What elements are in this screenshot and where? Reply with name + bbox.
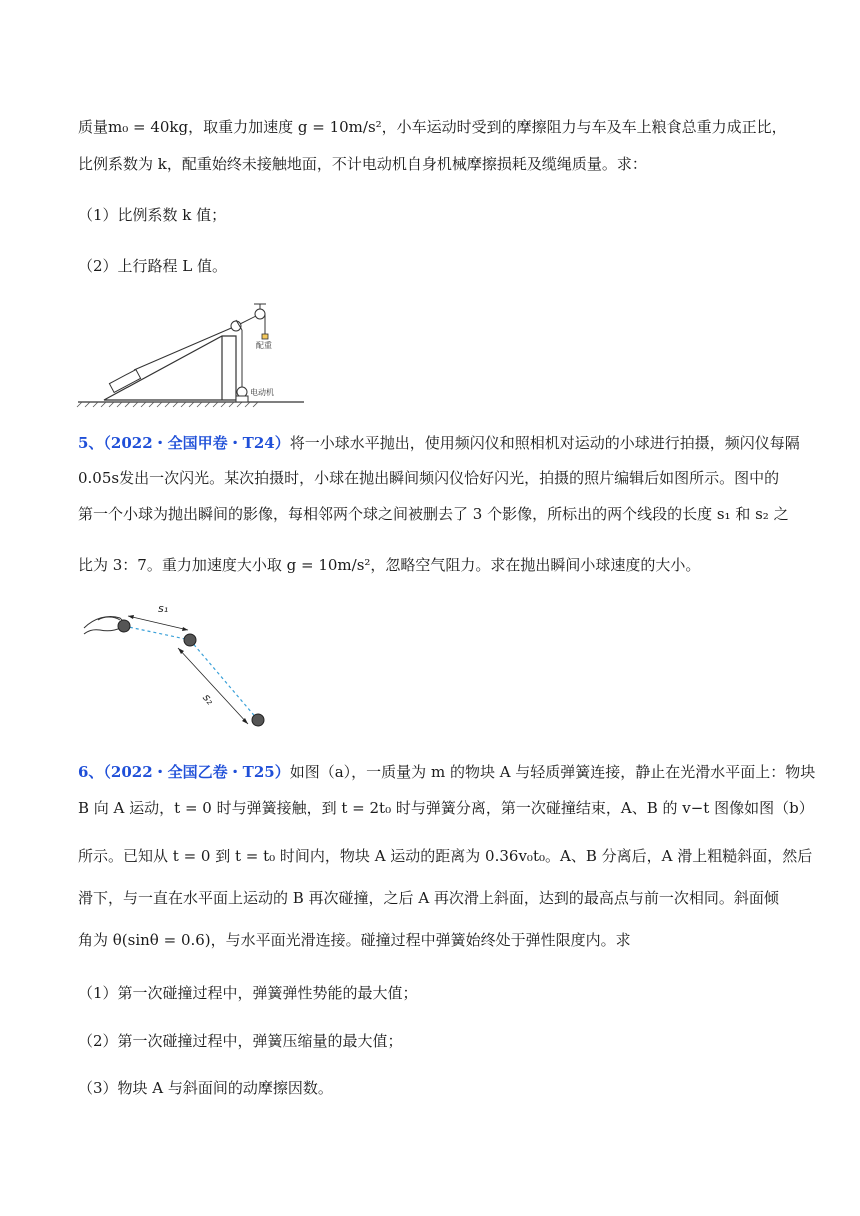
p6-line-1: 6、（2022・全国乙卷・T25）如图（a），一质量为 m 的物块 A 与轻质弹簧连接，静止在光滑水平面上：物块 xyxy=(78,763,816,781)
p6-question-3: （3）物块 A 与斜面间的动摩擦因数。 xyxy=(78,1079,333,1097)
svg-text:s₁: s₁ xyxy=(158,602,169,615)
p6-line-3: 所示。已知从 t = 0 到 t = t₀ 时间内，物块 A 运动的距离为 0.36v₀t₀。A、B 分离后，A 滑上粗糙斜面，然后 xyxy=(78,847,813,865)
ball-1 xyxy=(118,620,130,632)
svg-text:电动机: 电动机 xyxy=(250,388,274,397)
projectile-figure xyxy=(80,598,280,734)
p5-line-4: 比为 3：7。重力加速度大小取 g = 10m/s²，忽略空气阻力。求在抛出瞬间小球速度的大小。 xyxy=(78,556,701,574)
svg-text:配重: 配重 xyxy=(256,341,272,350)
p6-heading: 6、（2022・全国乙卷・T25） xyxy=(78,763,290,781)
p6-question-2: （2）第一次碰撞过程中，弹簧压缩量的最大值； xyxy=(78,1032,403,1050)
p6-line-5: 角为 θ(sinθ = 0.6)，与水平面光滑连接。碰撞过程中弹簧始终处于弹性限度内。求 xyxy=(78,931,631,949)
ball-2 xyxy=(184,634,196,646)
svg-text:s₂: s₂ xyxy=(200,691,217,708)
incline-figure xyxy=(76,296,306,411)
p6-line-4: 滑下，与一直在水平面上运动的 B 再次碰撞，之后 A 再次滑上斜面，达到的最高点与前一次相同。斜面倾 xyxy=(78,889,779,907)
p5-line-2: 0.05s发出一次闪光。某次拍摄时，小球在抛出瞬间频闪仪恰好闪光，拍摄的照片编辑后如图所示。图中的 xyxy=(78,469,780,487)
p4-question-2: （2）上行路程 L 值。 xyxy=(78,257,228,275)
p4-line-1: 质量m₀ = 40kg，取重力加速度 g = 10m/s²，小车运动时受到的摩擦阻力与车及车上粮食总重力成正比， xyxy=(78,118,787,136)
p6-line-2: B 向 A 运动，t = 0 时与弹簧接触，到 t = 2t₀ 时与弹簧分离，第一次碰撞结束，A、B 的 v−t 图像如图（b） xyxy=(78,799,814,817)
ball-3 xyxy=(252,714,264,726)
p5-line-3: 第一个小球为抛出瞬间的影像，每相邻两个球之间被删去了 3 个影像，所标出的两个线段的长度 s₁ 和 s₂ 之 xyxy=(78,505,789,523)
p4-question-1: （1）比例系数 k 值； xyxy=(78,206,227,224)
p6-question-1: （1）第一次碰撞过程中，弹簧弹性势能的最大值； xyxy=(78,984,418,1002)
p5-heading: 5、（2022・全国甲卷・T24） xyxy=(78,434,290,452)
p4-line-2: 比例系数为 k，配重始终未接触地面，不计电动机自身机械摩擦损耗及缆绳质量。求： xyxy=(78,155,647,173)
p5-line-1: 5、（2022・全国甲卷・T24）将一小球水平抛出，使用频闪仪和照相机对运动的小球进行拍摄，频闪仪每隔 xyxy=(78,434,800,452)
